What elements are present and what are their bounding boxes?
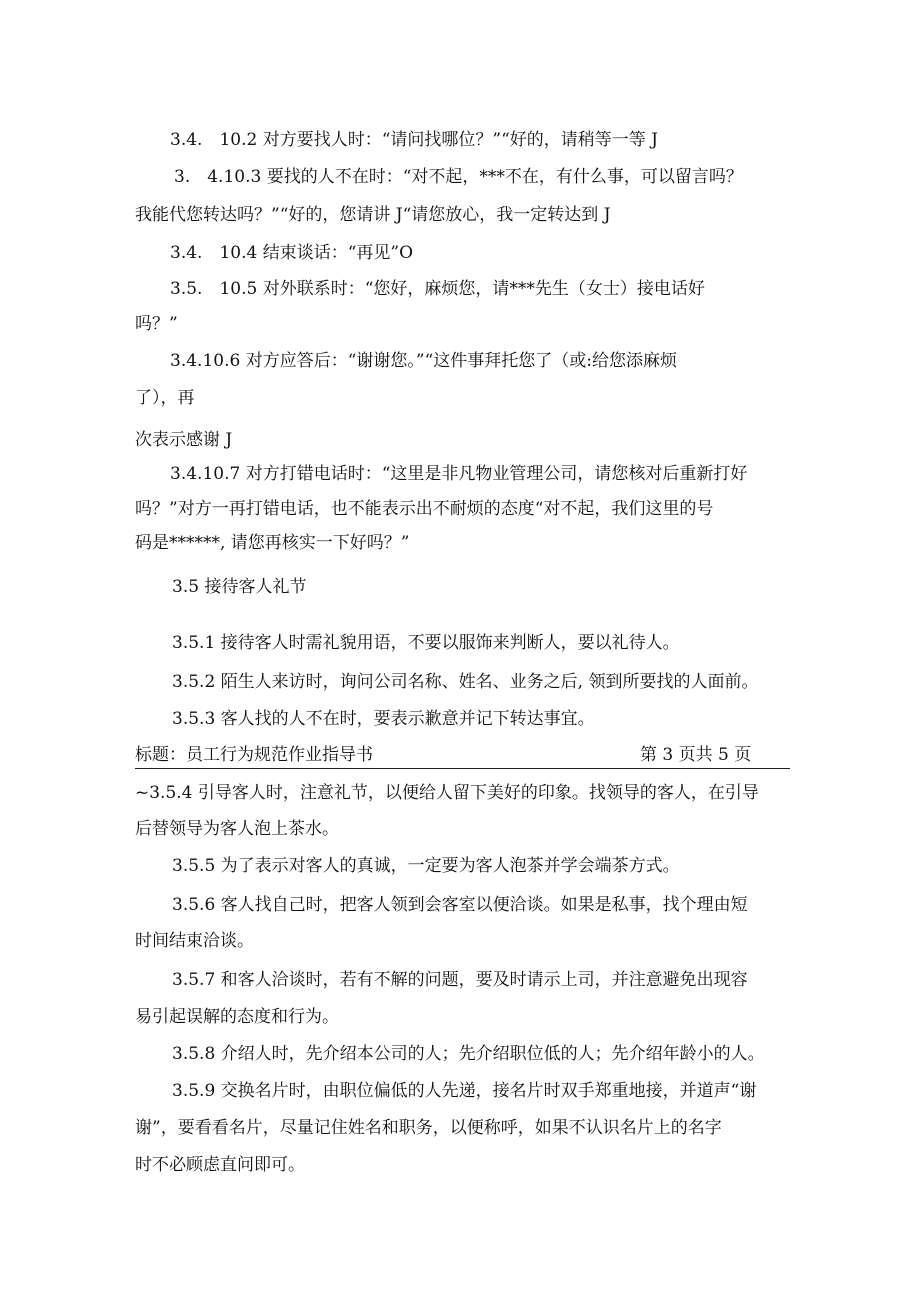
header-title: 标题：员工行为规范作业指导书 — [135, 745, 373, 765]
text-line: 吗？”对方一再打错电话，也不能表示出不耐烦的态度“对不起，我们这里的号 — [135, 499, 714, 519]
text-line: 3.4. 10.2 对方要找人时：“请问找哪位？”“好的，请稍等一等 J — [170, 130, 658, 150]
text-line: 时间结束洽谈。 — [135, 931, 254, 951]
text-line: 3.5.8 介绍人时，先介绍本公司的人；先介绍职位低的人；先介绍年龄小的人。 — [172, 1044, 765, 1064]
text-line: 3.5.1 接待客人时需礼貌用语，不要以服饰来判断人，要以礼待人。 — [172, 633, 680, 653]
text-line: 我能代您转达吗？”“好的，您请讲 J“请您放心，我一定转达到 J — [135, 205, 611, 225]
text-line: 码是******, 请您再核实一下好吗？” — [135, 533, 410, 553]
text-line: 3.5.6 客人找自己时，把客人领到会客室以便洽谈。如果是私事，找个理由短 — [172, 895, 748, 915]
text-line: 时不必顾虑直问即可。 — [135, 1155, 305, 1175]
text-line: 3.4.10.7 对方打错电话时：“这里是非凡物业管理公司，请您核对后重新打好 — [170, 464, 748, 484]
text-line: 3.5.9 交换名片时，由职位偏低的人先递，接名片时双手郑重地接，并道声“谢 — [172, 1081, 757, 1101]
text-line: 3.5.7 和客人洽谈时，若有不解的问题，要及时请示上司，并注意避免出现容 — [172, 970, 748, 990]
text-line: 3. 4.10.3 要找的人不在时：“对不起，***不在，有什么事，可以留言吗？ — [174, 167, 743, 187]
header-rule — [135, 768, 790, 769]
text-line: 谢”，要看看名片，尽量记住姓名和职务，以便称呼，如果不认识名片上的名字 — [135, 1118, 722, 1138]
text-line: 3.4.10.6 对方应答后：“谢谢您。”“这件事拜托您了（或:给您添麻烦 — [170, 351, 677, 371]
text-line: 次表示感谢 J — [135, 430, 233, 450]
text-line: 后替领导为客人泡上茶水。 — [135, 819, 339, 839]
text-line: 吗？” — [135, 314, 178, 334]
text-line: 3.5.3 客人找的人不在时，要表示歉意并记下转达事宜。 — [172, 709, 595, 729]
header-page-number: 第 3 页共 5 页 — [640, 745, 752, 765]
text-line: 3.4. 10.4 结束谈话：“再见”O — [170, 243, 414, 263]
text-line: 易引起误解的态度和行为。 — [135, 1007, 339, 1027]
text-line: 3.5. 10.5 对外联系时：“您好，麻烦您，请***先生（女士）接电话好 — [170, 279, 705, 299]
text-line: 3.5.2 陌生人来访时，询问公司名称、姓名、业务之后, 领到所要找的人面前。 — [172, 672, 759, 692]
text-line: ~3.5.4 引导客人时，注意礼节，以便给人留下美好的印象。找领导的客人，在引导 — [135, 783, 759, 803]
section-heading: 3.5 接待客人礼节 — [172, 577, 307, 597]
text-line: 3.5.5 为了表示对客人的真诚，一定要为客人泡茶并学会端茶方式。 — [172, 856, 680, 876]
text-line: 了），再 — [135, 388, 195, 408]
